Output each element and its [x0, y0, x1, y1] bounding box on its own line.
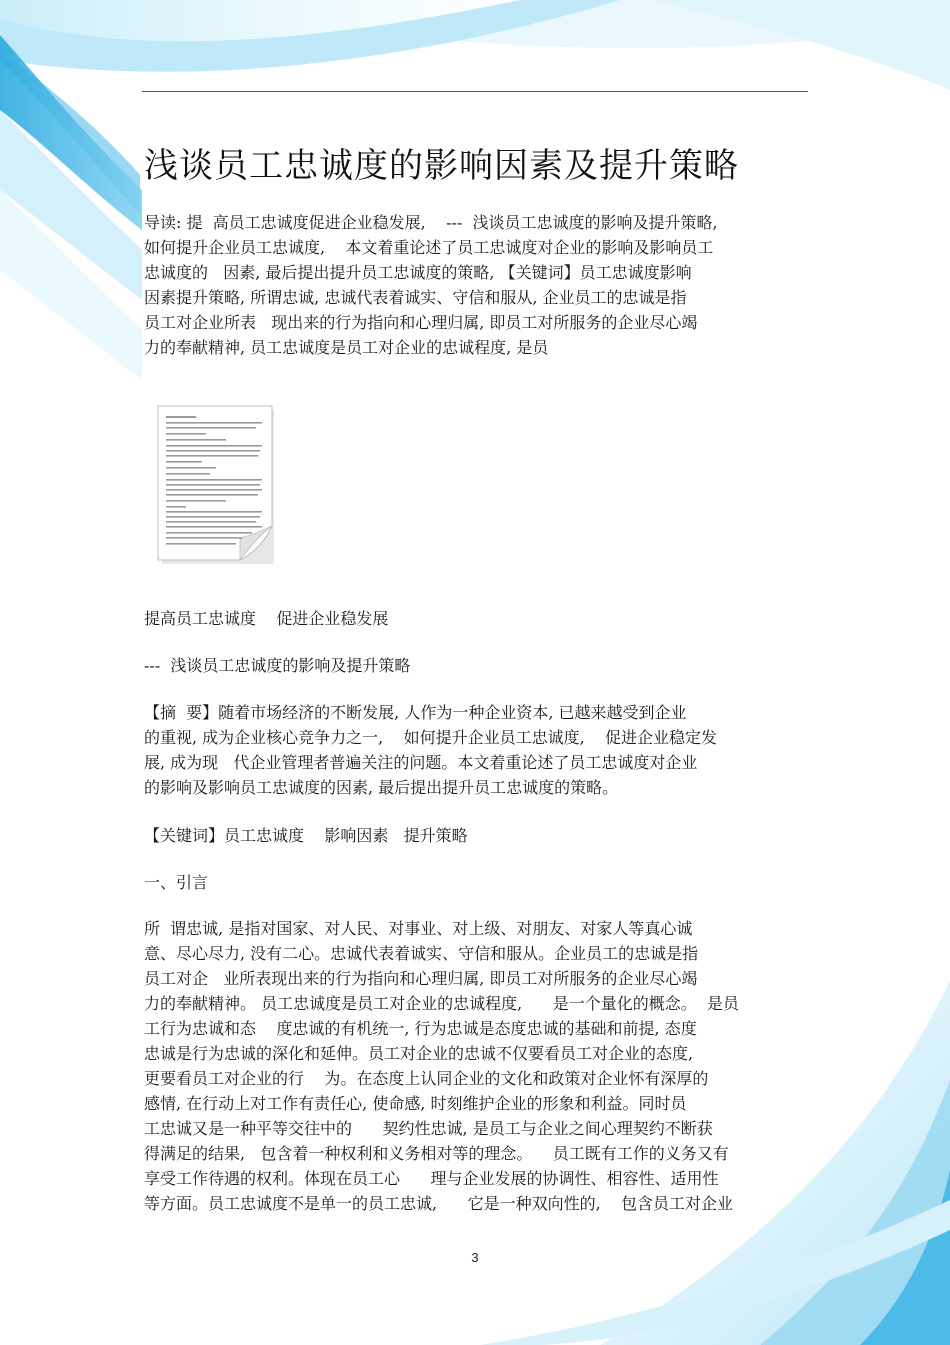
body-line: 所 谓忠诚, 是指对国家、对人民、对事业、对上级、对朋友、对家人等真心诚: [144, 919, 693, 938]
page-number: 3: [471, 1250, 479, 1265]
body-line: 工行为忠诚和态 度忠诚的有机统一, 行为忠诚是态度忠诚的基础和前提, 态度: [144, 1019, 697, 1038]
body-line: 忠诚是行为忠诚的深化和延伸。员工对企业的忠诚不仅要看员工对企业的态度,: [144, 1044, 694, 1063]
document-page-icon: [156, 404, 278, 566]
body-line: 享受工作待遇的权利。体现在员工心 理与企业发展的协调性、相容性、适用性: [144, 1169, 719, 1188]
subtitle-secondary: [144, 653, 812, 678]
intro-line: 因素提升策略, 所谓忠诚, 忠诚代表着诚实、守信和服从, 企业员工的忠诚是指: [144, 288, 687, 307]
intro-line: 如何提升企业员工忠诚度, 本文着重论述了员工忠诚度对企业的影响及影响员工: [144, 238, 714, 257]
header-rule: [142, 91, 808, 92]
section-heading-text: 一、引言: [144, 873, 209, 892]
subtitle-line: --- 浅谈员工忠诚度的影响及提升策略: [144, 656, 411, 675]
abstract-line: 【摘 要】随着市场经济的不断发展, 人作为一种企业资本, 已越来越受到企业: [144, 703, 687, 722]
abstract-line: 的重视, 成为企业核心竞争力之一, 如何提升企业员工忠诚度, 促进企业稳定发: [144, 728, 718, 747]
body-line: 更要看员工对企业的行 为。在态度上认同企业的文化和政策对企业怀有深厚的: [144, 1069, 709, 1088]
body-line: 得满足的结果, 包含着一种权利和义务相对等的理念。 员工既有工作的义务又有: [144, 1144, 729, 1163]
body-line: 员工对企 业所表现出来的行为指向和心理归属, 即员工对所服务的企业尽心竭: [144, 969, 698, 988]
intro-line: 忠诚度的 因素, 最后提出提升员工忠诚度的策略, 【关键词】员工忠诚度影响: [144, 263, 692, 282]
body-line: 工忠诚又是一种平等交往中的 契约性忠诚, 是员工与企业之间心理契约不断获: [144, 1119, 713, 1138]
document-title: 浅谈员工忠诚度的影响因素及提升策略: [144, 146, 739, 186]
body-line: 感情, 在行动上对工作有责任心, 使命感, 时刻维护企业的形象和利益。同时员: [144, 1094, 687, 1113]
abstract-line: 展, 成为现 代企业管理者普遍关注的问题。本文着重论述了员工忠诚度对企业: [144, 753, 698, 772]
keywords-text: 【关键词】员工忠诚度 影响因素 提升策略: [144, 826, 468, 845]
intro-paragraph: [144, 210, 812, 360]
subtitle-line: 提高员工忠诚度 促进企业稳发展: [144, 609, 389, 628]
intro-line: 导读: 提 高员工忠诚度促进企业稳发展, --- 浅谈员工忠诚度的影响及提升策略,: [144, 213, 718, 232]
subtitle-main: [144, 606, 812, 631]
body-line: 等方面。员工忠诚度不是单一的员工忠诚, 它是一种双向性的, 包含员工对企业: [144, 1194, 734, 1213]
intro-line: 力的奉献精神, 员工忠诚度是员工对企业的忠诚程度, 是员: [144, 338, 549, 357]
abstract-paragraph: [144, 700, 812, 800]
section-heading: [144, 870, 812, 895]
keywords-line: [144, 823, 812, 848]
body-line: 力的奉献精神。 员工忠诚度是员工对企业的忠诚程度, 是一个量化的概念。 是员: [144, 994, 739, 1013]
body-paragraph: [144, 916, 812, 1216]
body-line: 意、尽心尽力, 没有二心。忠诚代表着诚实、守信和服从。企业员工的忠诚是指: [144, 944, 699, 963]
intro-line: 员工对企业所表 现出来的行为指向和心理归属, 即员工对所服务的企业尽心竭: [144, 313, 698, 332]
abstract-line: 的影响及影响员工忠诚度的因素, 最后提出提升员工忠诚度的策略。: [144, 778, 619, 797]
